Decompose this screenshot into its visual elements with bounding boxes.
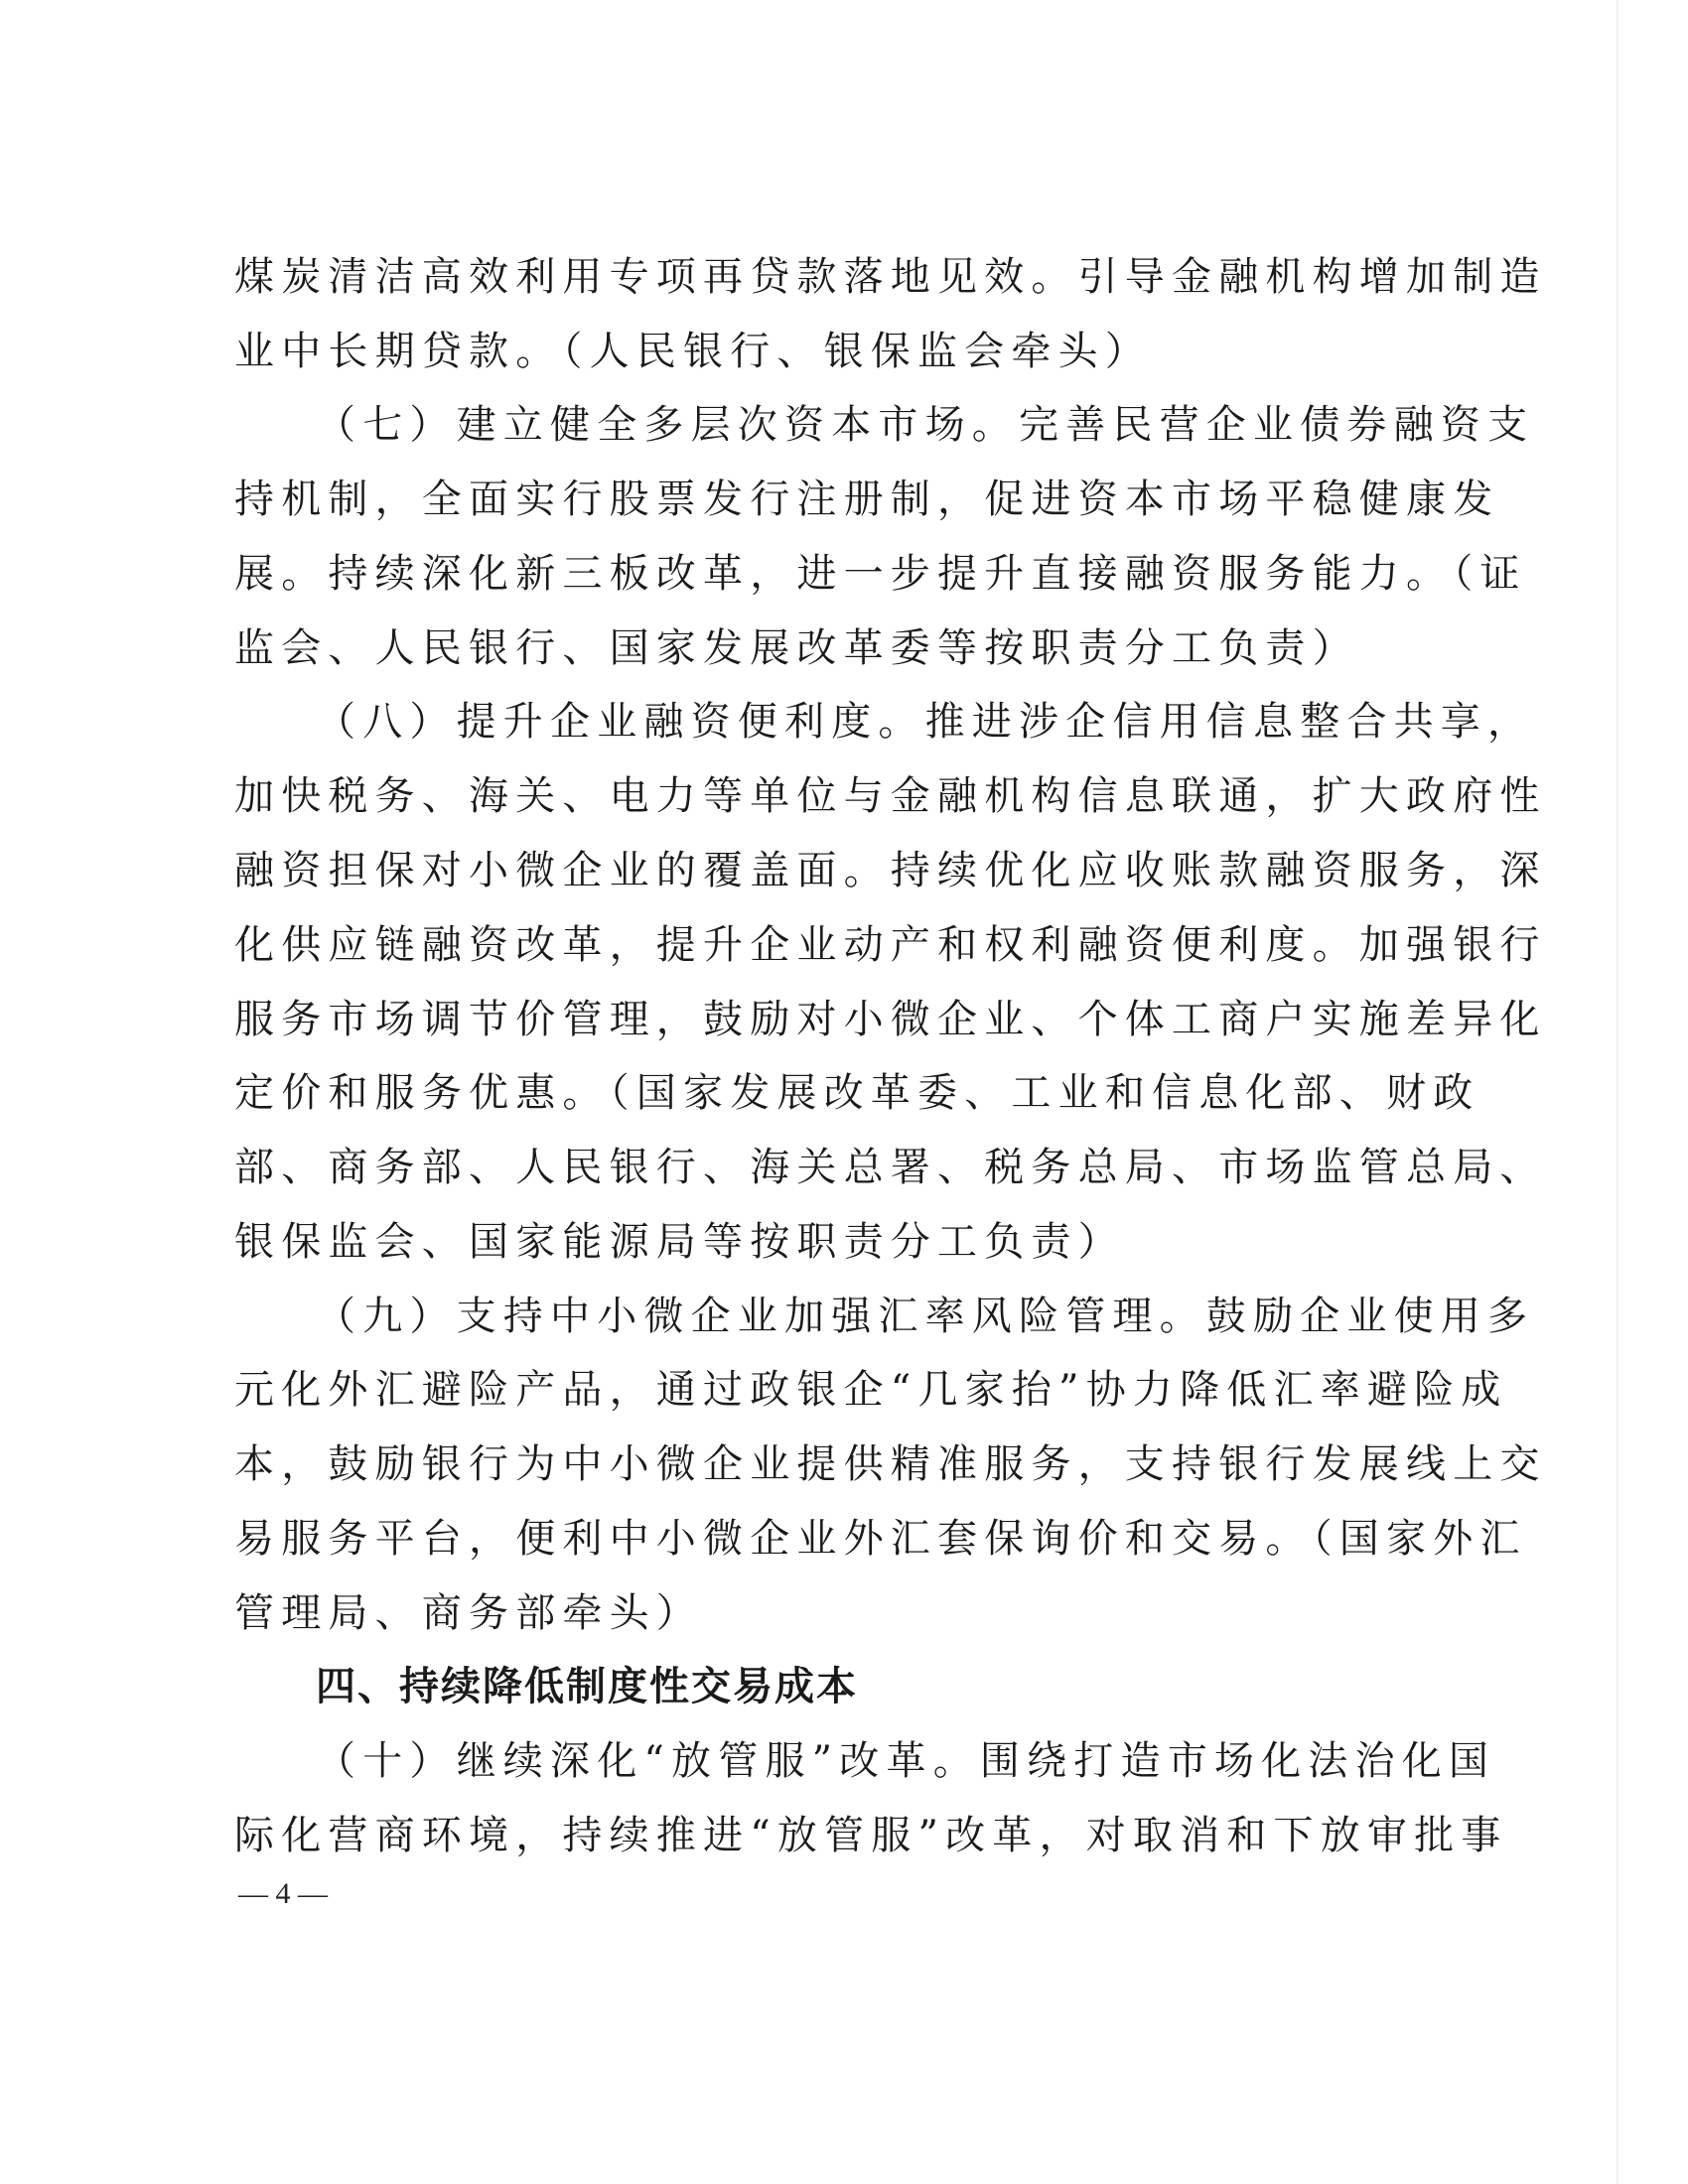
body-line: 管理局、商务部牵头） xyxy=(234,1590,703,1636)
body-line: 际化营商环境，持续推进“放管服”改革，对取消和下放审批事 xyxy=(234,1813,1508,1858)
body-line: 本，鼓励银行为中小微企业提供精准服务，支持银行发展线上交 xyxy=(234,1441,1547,1487)
body-line: 银保监会、国家能源局等按职责分工负责） xyxy=(234,1219,1125,1265)
body-line: 部、商务部、人民银行、海关总署、税务总局、市场监管总局、 xyxy=(234,1145,1547,1190)
body-line: 持机制，全面实行股票发行注册制，促进资本市场平稳健康发 xyxy=(234,477,1500,522)
section-7-title-line: （七）建立健全多层次资本市场。完善民营企业债券融资支 xyxy=(316,402,1535,448)
body-line: 融资担保对小微企业的覆盖面。持续优化应收账款融资服务，深 xyxy=(234,848,1547,893)
section-heading: 四、持续降低制度性交易成本 xyxy=(316,1664,858,1709)
body-line: 业中长期贷款。（人民银行、银保监会牵头） xyxy=(234,329,1152,374)
body-line: 元化外汇避险产品，通过政银企“几家抬”协力降低汇率避险成 xyxy=(234,1367,1508,1413)
page-number: — 4 — xyxy=(238,1877,328,1910)
body-line: 加快税务、海关、电力等单位与金融机构信息联通，扩大政府性 xyxy=(234,773,1547,819)
body-line: 煤炭清洁高效利用专项再贷款落地见效。引导金融机构增加制造 xyxy=(234,254,1547,300)
section-9-title-line: （九）支持中小微企业加强汇率风险管理。鼓励企业使用多 xyxy=(316,1294,1535,1339)
scan-edge-divider xyxy=(1617,0,1618,2184)
body-line: 监会、人民银行、国家发展改革委等按职责分工负责） xyxy=(234,625,1359,671)
body-line: 易服务平台，便利中小微企业外汇套保询价和交易。（国家外汇 xyxy=(234,1516,1527,1562)
body-line: 服务市场调节价管理，鼓励对小微企业、个体工商户实施差异化 xyxy=(234,997,1547,1042)
body-line: 定价和服务优惠。（国家发展改革委、工业和信息化部、财政 xyxy=(234,1070,1480,1116)
section-10-title-line: （十）继续深化“放管服”改革。围绕打造市场化法治化国 xyxy=(316,1738,1496,1784)
body-line: 展。持续深化新三板改革，进一步提升直接融资服务能力。（证 xyxy=(234,551,1527,597)
section-8-title-line: （八）提升企业融资便利度。推进涉企信用信息整合共享， xyxy=(316,699,1535,745)
body-line: 化供应链融资改革，提升企业动产和权利融资便利度。加强银行 xyxy=(234,922,1547,968)
